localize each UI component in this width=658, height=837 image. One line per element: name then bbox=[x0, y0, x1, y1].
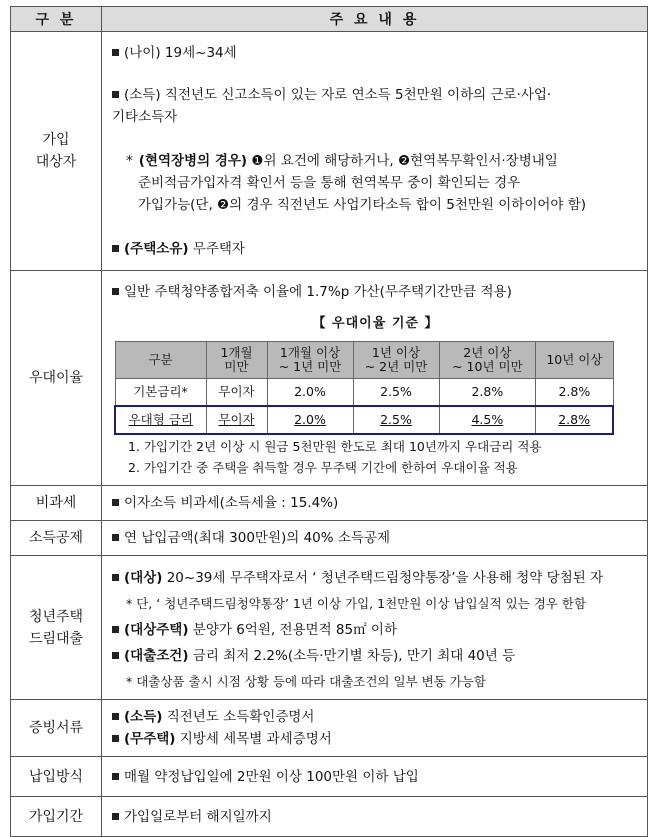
row-loan bbox=[11, 556, 648, 700]
pref-row-base bbox=[115, 379, 613, 407]
table-cell: 2.5% bbox=[353, 406, 439, 434]
table-cell: 무이자 bbox=[206, 379, 267, 407]
table-cell: 우대형 금리 bbox=[115, 406, 206, 434]
table-cell: 2.8% bbox=[439, 379, 536, 407]
row-preferential bbox=[11, 271, 648, 486]
table-header-row bbox=[11, 7, 648, 32]
table-cell: 2.0% bbox=[267, 406, 353, 434]
pref-table-header bbox=[115, 342, 613, 379]
pref-col-10y: 10년 이상 bbox=[536, 342, 613, 379]
content-loan bbox=[102, 556, 648, 700]
content-eligibility bbox=[102, 32, 648, 271]
pref-note-1: 1. 가입기간 2년 이상 시 원금 5천만원 한도로 최대 10년까지 우대금리 적용 bbox=[128, 439, 542, 454]
content-tax-free: 이자소득 비과세(소득세율 : 15.4%) bbox=[102, 486, 648, 521]
content-period: 가입일로부터 해지일까지 bbox=[102, 797, 648, 837]
table-cell: 2.8% bbox=[536, 379, 613, 407]
bullet-housing: (주택소유) 무주택자 bbox=[112, 238, 639, 260]
label-deduction: 소득공제 bbox=[11, 521, 102, 556]
label-loan: 청년주택 드림대출 bbox=[11, 556, 102, 700]
content-documents bbox=[102, 700, 648, 757]
header-content: 주 요 내 용 bbox=[102, 7, 648, 32]
label-eligibility: 가입 대상자 bbox=[11, 32, 102, 271]
table-cell: 기본금리* bbox=[115, 379, 206, 407]
label-preferential: 우대이율 bbox=[11, 271, 102, 486]
bullet-age: (나이) 19세~34세 bbox=[112, 42, 639, 64]
pref-row-preferred bbox=[115, 406, 613, 434]
row-period bbox=[11, 797, 648, 837]
bullet-loan-house: (대상주택) 분양가 6억원, 전용면적 85㎡ 이하 bbox=[112, 619, 639, 641]
pref-col-1y-2y: 1년 이상 ~ 2년 미만 bbox=[353, 342, 439, 379]
bullet-pref-intro: 일반 주택청약종합저축 이율에 1.7%p 가산(무주택기간만큼 적용) bbox=[112, 281, 639, 303]
subscription-summary-table bbox=[10, 6, 648, 837]
pref-col-1m-1y: 1개월 이상 ~ 1년 미만 bbox=[267, 342, 353, 379]
table-cell: 2.8% bbox=[536, 406, 613, 434]
note-loan-target: * 단, ‘ 청년주택드림청약통장’ 1년 이상 가입, 1천만원 이상 납입실적 있는 경우 한함 bbox=[126, 595, 587, 611]
table-cell: 2.5% bbox=[353, 379, 439, 407]
table-cell: 무이자 bbox=[206, 406, 267, 434]
pref-col-under-1m: 1개월 미만 bbox=[206, 342, 267, 379]
note-military: * (현역장병의 경우) ❶위 요건에 해당하거나, ❷현역복무확인서·장병내일 준비적금가입자격 확인서 등을 통해 현역복무 중이 확인되는 경우 가입가능(단, ❷의 경우 직전년도 사업기타소득 합이 5천만원 이하이어야 함) bbox=[126, 153, 587, 213]
content-deduction: 연 납입금액(최대 300만원)의 40% 소득공제 bbox=[102, 521, 648, 556]
header-category: 구 분 bbox=[11, 7, 102, 32]
bullet-doc-income: (소득) 직전년도 소득확인증명서 bbox=[112, 706, 639, 728]
pref-col-category: 구분 bbox=[115, 342, 206, 379]
label-tax-free: 비과세 bbox=[11, 486, 102, 521]
pref-table-title: 【 우대이율 기준 】 bbox=[312, 316, 439, 331]
pref-col-2y-10y: 2년 이상 ~ 10년 미만 bbox=[439, 342, 536, 379]
bullet-doc-house: (무주택) 지방세 세목별 과세증명서 bbox=[112, 728, 639, 750]
bullet-income: (소득) 직전년도 신고소득이 있는 자로 연소득 5천만원 이하의 근로·사업· 기타소득자 bbox=[112, 87, 552, 125]
pref-rate-table bbox=[114, 341, 614, 435]
bullet-loan-cond: (대출조건) 금리 최저 2.2%(소득·만기별 차등), 만기 최대 40년 등 bbox=[112, 645, 639, 667]
row-payment bbox=[11, 757, 648, 797]
label-period: 가입기간 bbox=[11, 797, 102, 837]
content-payment: 매월 약정납입일에 2만원 이상 100만원 이하 납입 bbox=[102, 757, 648, 797]
table-cell: 4.5% bbox=[439, 406, 536, 434]
note-loan-cond: * 대출상품 출시 시점 상황 등에 따라 대출조건의 일부 변동 가능함 bbox=[126, 673, 486, 689]
label-documents: 증빙서류 bbox=[11, 700, 102, 757]
bullet-loan-target: (대상) 20~39세 무주택자로서 ‘ 청년주택드림청약통장’을 사용해 청약 당첨된 자 bbox=[112, 567, 639, 589]
pref-note-2: 2. 가입기간 중 주택을 취득할 경우 무주택 기간에 한하여 우대이율 적용 bbox=[128, 460, 518, 475]
row-eligibility bbox=[11, 32, 648, 271]
content-preferential bbox=[102, 271, 648, 486]
table-cell: 2.0% bbox=[267, 379, 353, 407]
row-tax-free bbox=[11, 486, 648, 521]
row-documents bbox=[11, 700, 648, 757]
row-deduction bbox=[11, 521, 648, 556]
label-payment: 납입방식 bbox=[11, 757, 102, 797]
